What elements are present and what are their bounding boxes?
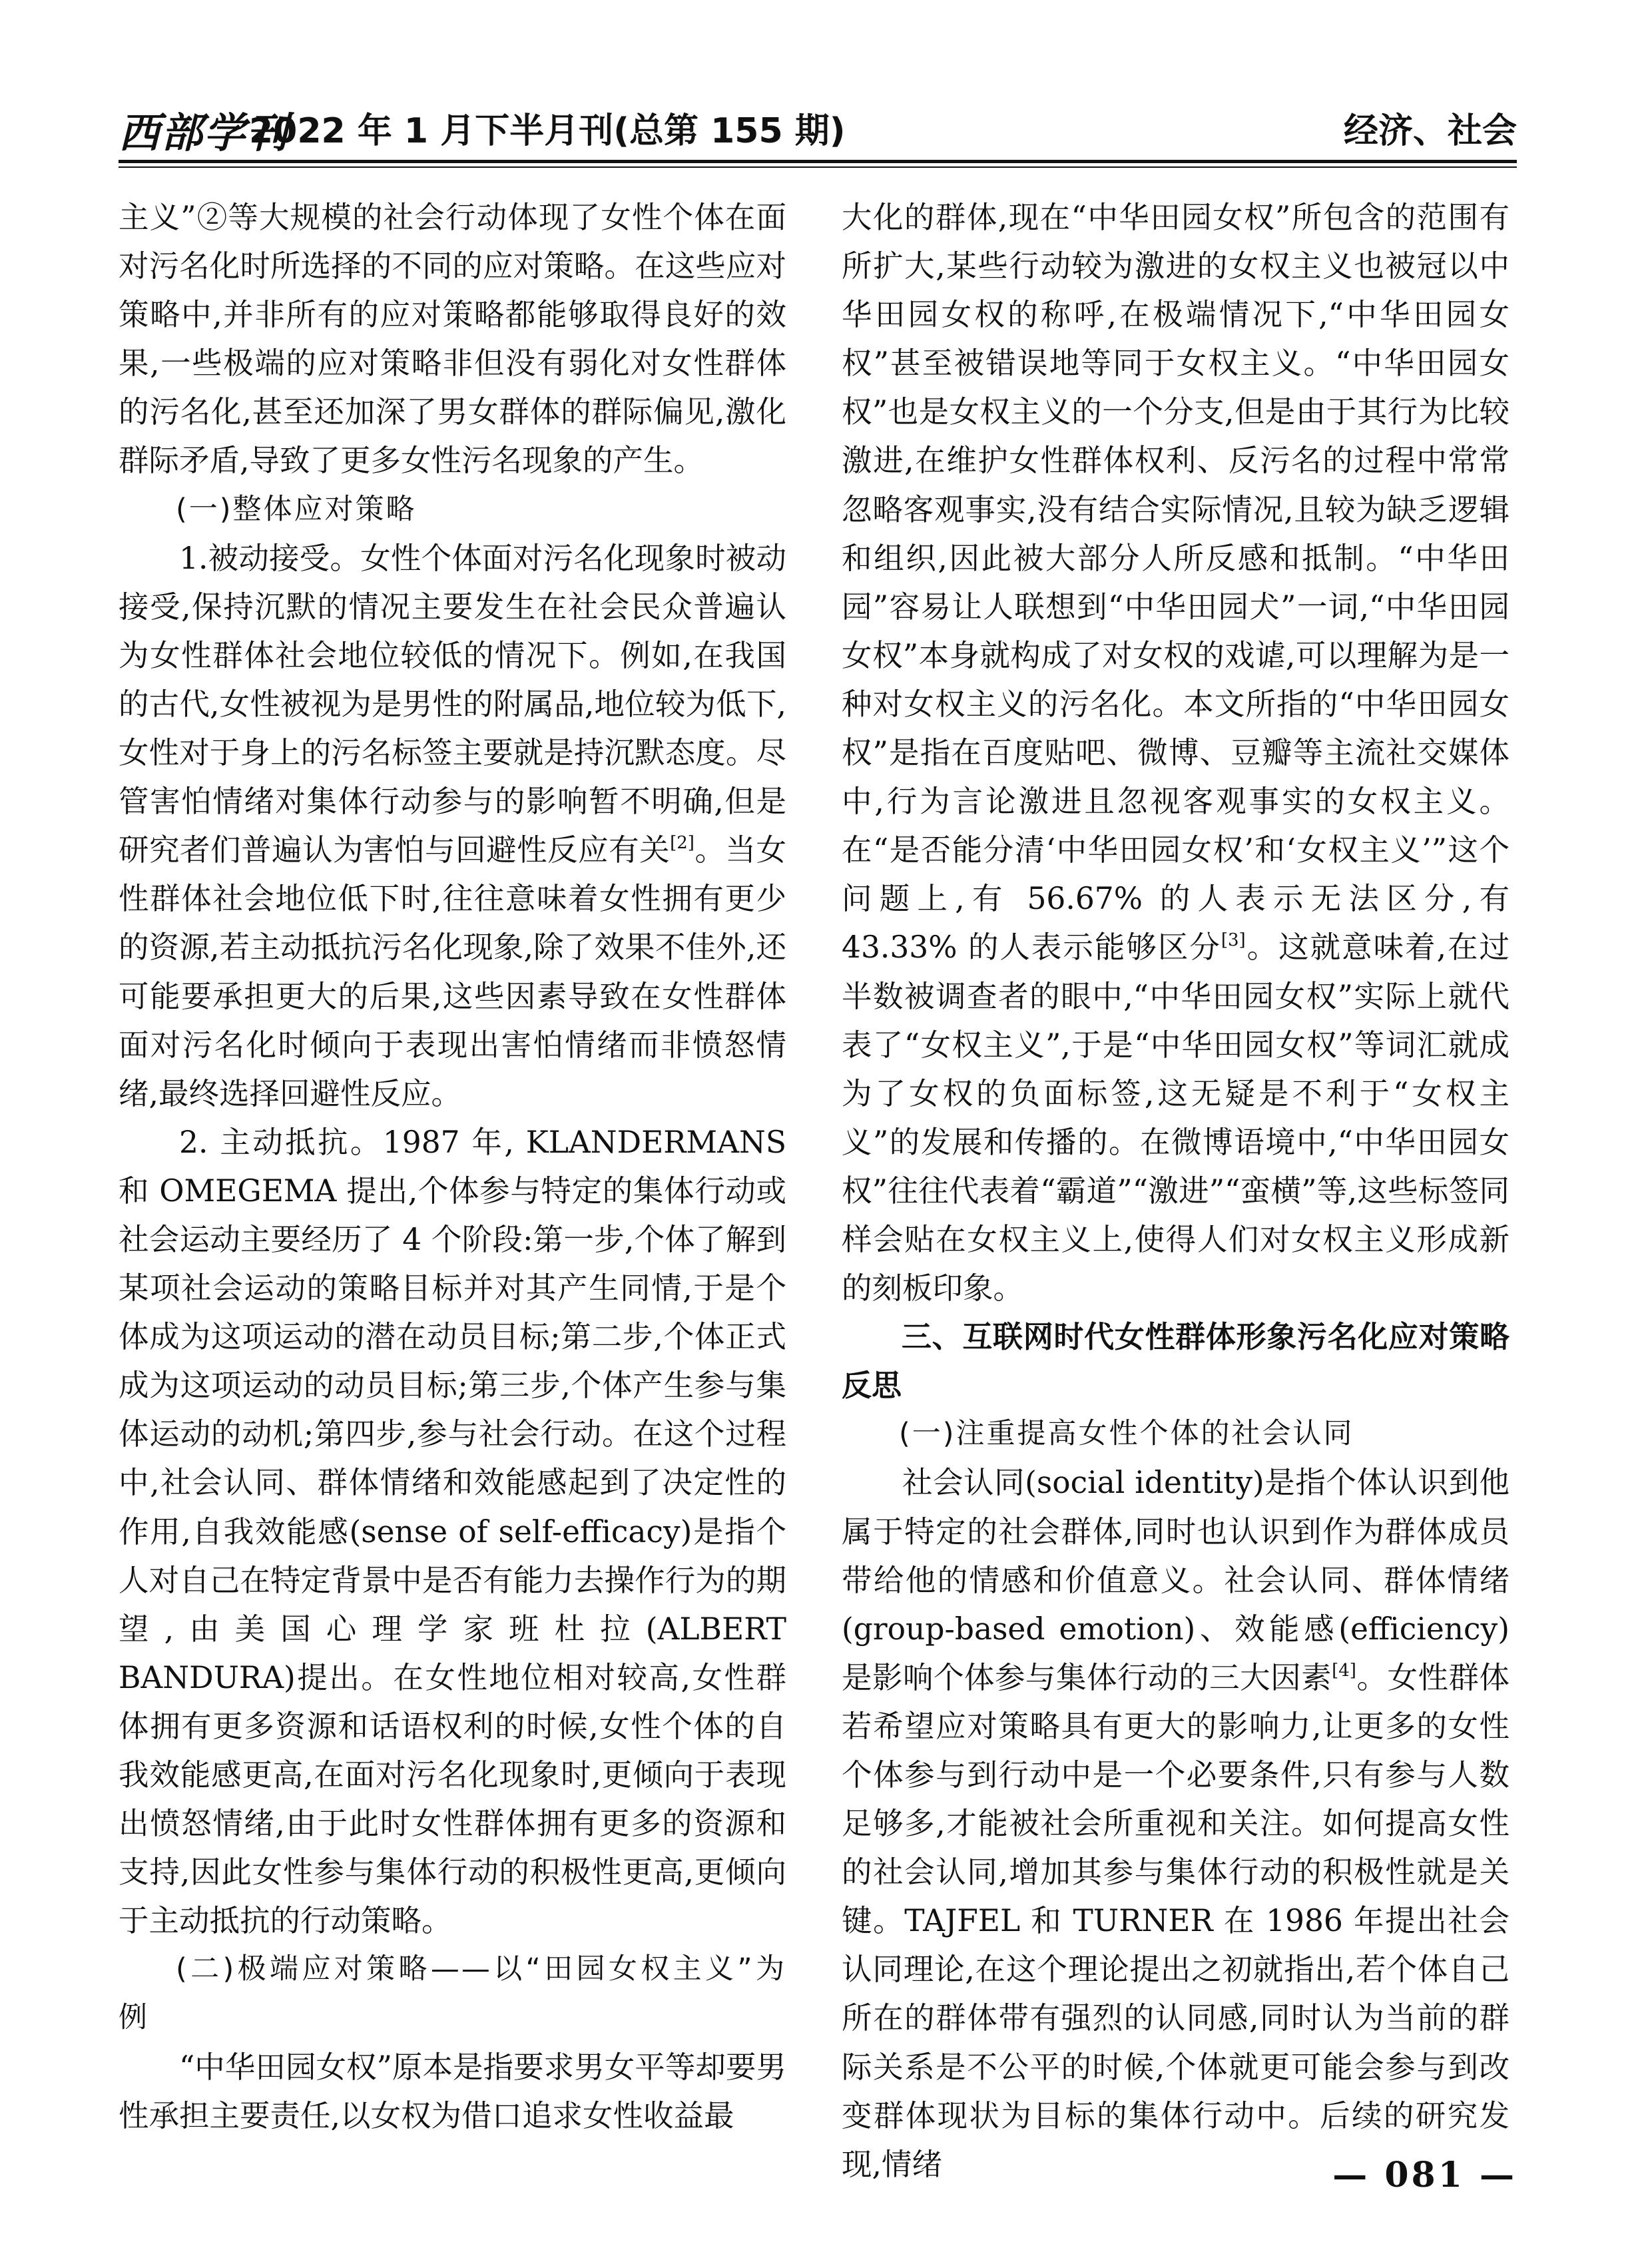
page-number: — 081 — bbox=[1332, 2155, 1517, 2195]
paragraph: 主义”②等大规模的社会行动体现了女性个体在面对污名化时所选择的不同的应对策略。在这些应对策略中,并非所有的应对策略都能够取得良好的效果,一些极端的应对策略非但没有弱化对女性群体的污名化,甚至还加深了男女群体的群际偏见,激化群际矛盾,导致了更多女性污名现象的产生。 bbox=[119, 200, 786, 479]
paragraph-text: 。这就意味着,在过半数被调查者的眼中,“中华田园女权”实际上就代表了“女权主义”,于是“中华田园女权”等词汇就成为了女权的负面标签,这无疑是不利于“女权主义”的发展和传播的。在微博语境中,“中华田园女权”往往代表着“霸道”“激进”“蛮横”等,这些标签同样会贴在女权主义上,使得人们对女权主义形成新的刻板印象。 bbox=[842, 930, 1510, 1306]
right-column bbox=[842, 193, 1510, 2189]
citation-ref: [3] bbox=[1221, 930, 1246, 951]
header-rule bbox=[119, 160, 1517, 163]
header-rule-thin bbox=[119, 166, 1517, 168]
paragraph-text: 1.被动接受。女性个体面对污名化现象时被动接受,保持沉默的情况主要发生在社会民众普遍认为女性群体社会地位较低的情况下。例如,在我国的古代,女性被视为是男性的附属品,地位较为低下,女性对于身上的污名标签主要就是持沉默态度。尽管害怕情绪对集体行动参与的影响暂不明确,但是研究者们普遍认为害怕与回避性反应有关 bbox=[119, 540, 786, 868]
paragraph-text: 社会认同(social identity)是指个体认识到他属于特定的社会群体,同时也认识到作为群体成员带给他的情感和价值意义。社会认同、群体情绪(group-based emotion)、效能感(efficiency)是影响个体参与集体行动的三大因素 bbox=[842, 1465, 1510, 1695]
paragraph: 2. 主动抵抗。1987 年, KLANDERMANS 和 OMEGEMA 提出,个体参与特定的集体行动或社会运动主要经历了 4 个阶段:第一步,个体了解到某项社会运动的策略目标并对其产生同情,于是个体成为这项运动的潜在动员目标;第二步,个体正式成为这项运动的动员目标;第三步,个体产生参与集体运动的动机;第四步,参与社会行动。在这个过程中,社会认同、群体情绪和效能感起到了决定性的作用,自我效能感(sense of self-efficacy)是指个人对自己在特定背景中是否有能力去操作行为的期望,由美国心理学家班杜拉(ALBERT BANDURA)提出。在女性地位相对较高,女性群体拥有更多资源和话语权利的时候,女性个体的自我效能感更高,在面对污名化现象时,更倾向于表现出愤怒情绪,由于此时女性群体拥有更多的资源和支持,因此女性参与集体行动的积极性更高,更倾向于主动抵抗的行动策略。 bbox=[119, 1124, 786, 1939]
subsection-title: (一)注重提高女性个体的社会认同 bbox=[899, 1417, 1354, 1451]
paragraph-text: 。当女性群体社会地位低下时,往往意味着女性拥有更少的资源,若主动抵抗污名化现象,除了效果不佳外,还可能要承担更大的后果,这些因素导致在女性群体面对污名化时倾向于表现出害怕情绪而非愤怒情绪,最终选择回避性反应。 bbox=[119, 832, 786, 1111]
paragraph: “中华田园女权”原本是指要求男女平等却要男性承担主要责任,以女权为借口追求女性收益最 bbox=[119, 2049, 786, 2133]
subsection-title: (一)整体应对策略 bbox=[176, 492, 417, 526]
citation-ref: [4] bbox=[1332, 1660, 1356, 1681]
left-column bbox=[119, 193, 786, 2140]
issue-info: 2022 年 1 月下半月刊(总第 155 期) bbox=[249, 111, 846, 151]
section-heading: 三、互联网时代女性群体形象污名化应对策略反思 bbox=[842, 1319, 1510, 1404]
paragraph bbox=[842, 1458, 1510, 2188]
running-header bbox=[119, 100, 1517, 160]
citation-ref: [2] bbox=[670, 833, 694, 854]
paragraph-text: 。女性群体若希望应对策略具有更大的影响力,让更多的女性个体参与到行动中是一个必要条件,只有参与人数足够多,才能被社会所重视和关注。如何提高女性的社会认同,增加其参与集体行动的积极性就是关键。TAJFEL 和 TURNER 在 1986 年提出社会认同理论,在这个理论提出之初就指出,若个体自己所在的群体带有强烈的认同感,同时认为当前的群际关系是不公平的时候,个体就更可能会参与到改变群体现状为目标的集体行动中。后续的研究发现,情绪 bbox=[842, 1659, 1510, 2182]
journal-logo: 西部学刊 bbox=[119, 109, 290, 157]
subsection-title: (二)极端应对策略——以“田园女权主义”为例 bbox=[119, 1952, 786, 2035]
paragraph-text: 大化的群体,现在“中华田园女权”所包含的范围有所扩大,某些行动较为激进的女权主义也被冠以中华田园女权的称呼,在极端情况下,“中华田园女权”甚至被错误地等同于女权主义。“中华田园女权”也是女权主义的一个分支,但是由于其行为比较激进,在维护女性群体权利、反污名的过程中常常忽略客观事实,没有结合实际情况,且较为缺乏逻辑和组织,因此被大部分人所反感和抵制。“中华田园”容易让人联想到“中华田园犬”一词,“中华田园女权”本身就构成了对女权的戏谑,可以理解为是一种对女权主义的污名化。本文所指的“中华田园女权”是指在百度贴吧、微博、豆瓣等主流社交媒体中,行为言论激进且忽视客观事实的女权主义。在“是否能分清‘中华田园女权’和‘女权主义’”这个问题上,有 56.67% 的人表示无法区分,有 43.33% 的人表示能够区分 bbox=[842, 200, 1510, 966]
paragraph bbox=[842, 193, 1510, 1312]
section-name: 经济、社会 bbox=[1343, 111, 1517, 151]
paragraph bbox=[119, 534, 786, 1118]
